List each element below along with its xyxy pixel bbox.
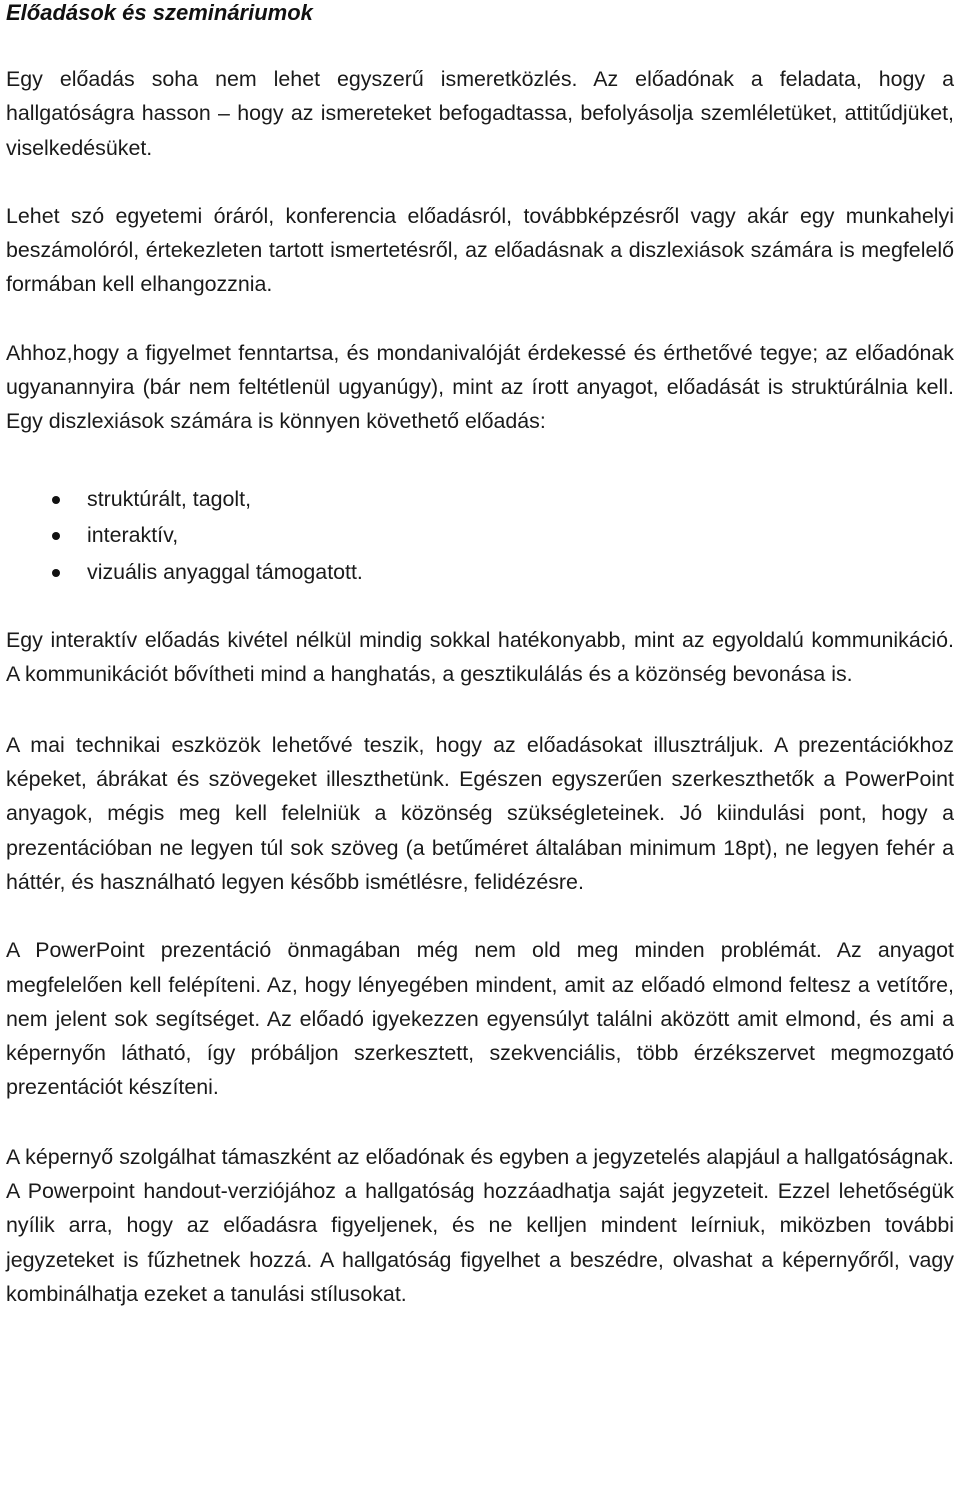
list-item-text: struktúrált, tagolt,	[87, 486, 252, 511]
paragraph-structure: Ahhoz,hogy a figyelmet fenntartsa, és mondanivalóját érdekessé és érthetővé tegye; az előadónak ugyanannyira (bár nem feltétlenül ugyanúgy), mint az írott anyagot, előadását is struktúrálnia kell. Egy diszlexiások számára is könnyen követhető előadás:	[6, 340, 954, 434]
document-page	[6, 0, 954, 1311]
bullet-list	[6, 481, 954, 591]
section-title: Előadások és szemináriumok	[6, 0, 313, 25]
list-item	[6, 481, 954, 518]
paragraph-contexts: Lehet szó egyetemi óráról, konferencia előadásról, továbbképzésről vagy akár egy munkahelyi beszámolóról, értekezleten tartott ismertetésről, az előadásnak a diszlexiások számára is megfelelő formában kell elhangozznia.	[6, 203, 954, 297]
bullet-dot-icon	[52, 569, 60, 577]
list-item-text: vizuális anyaggal támogatott.	[87, 559, 363, 584]
paragraph-screen-support: A képernyő szolgálhat támaszként az előadónak és egyben a jegyzetelés alapjául a hallgatóságnak. A Powerpoint handout-verziójához a hallgatóság hozzáadhatja saját jegyzeteit. Ezzel lehetőségük nyílik arra, hogy az előadásra figyeljenek, és ne kelljen mindent leírniuk, miközben további jegyzeteket is fűzhetnek hozzá. A hallgatóság figyelhet a beszédre, olvashat a képernyőről, vagy kombinálhatja ezeket a tanulási stílusokat.	[6, 1144, 954, 1306]
bullet-dot-icon	[52, 496, 60, 504]
list-item	[6, 554, 954, 591]
list-item-text: interaktív,	[87, 523, 179, 548]
paragraph-powerpoint: A PowerPoint prezentáció önmagában még nem old meg minden problémát. Az anyagot megfelelően kell felépíteni. Az, hogy lényegében mindent, amit az előadó elmond feltesz a vetítőre, nem jelent sok segítséget. Az előadó igyekezzen egyensúlyt találni aközött amit elmond, és ami a képernyőn látható, így próbáljon szerkesztett, szekvenciális, több érzékszervet megmozgató prezentációt készíteni.	[6, 938, 954, 1100]
bullet-dot-icon	[52, 532, 60, 540]
paragraph-interactive: Egy interaktív előadás kivétel nélkül mindig sokkal hatékonyabb, mint az egyoldalú kommunikáció. A kommunikációt bővítheti mind a hanghatás, a gesztikulálás és a közönség bevonása is.	[6, 628, 954, 687]
list-item	[6, 517, 954, 554]
paragraph-technology: A mai technikai eszközök lehetővé teszik, hogy az előadásokat illusztráljuk. A prezentációkhoz képeket, ábrákat és szövegeket illeszthetünk. Egészen egyszerűen szerkeszthetők a PowerPoint anyagok, mégis meg kell felelniük a közönség szükségleteinek. Jó kiindulási pont, hogy a prezentációban ne legyen túl sok szöveg (a betűméret általában minimum 18pt), ne legyen fehér a háttér, és használható legyen később ismétlésre, felidézésre.	[6, 732, 954, 894]
paragraph-intro: Egy előadás soha nem lehet egyszerű ismeretközlés. Az előadónak a feladata, hogy a hallgatóságra hasson – hogy az ismereteket befogadtassa, befolyásolja szemléletüket, attitűdjüket, viselkedésüket.	[6, 67, 954, 160]
